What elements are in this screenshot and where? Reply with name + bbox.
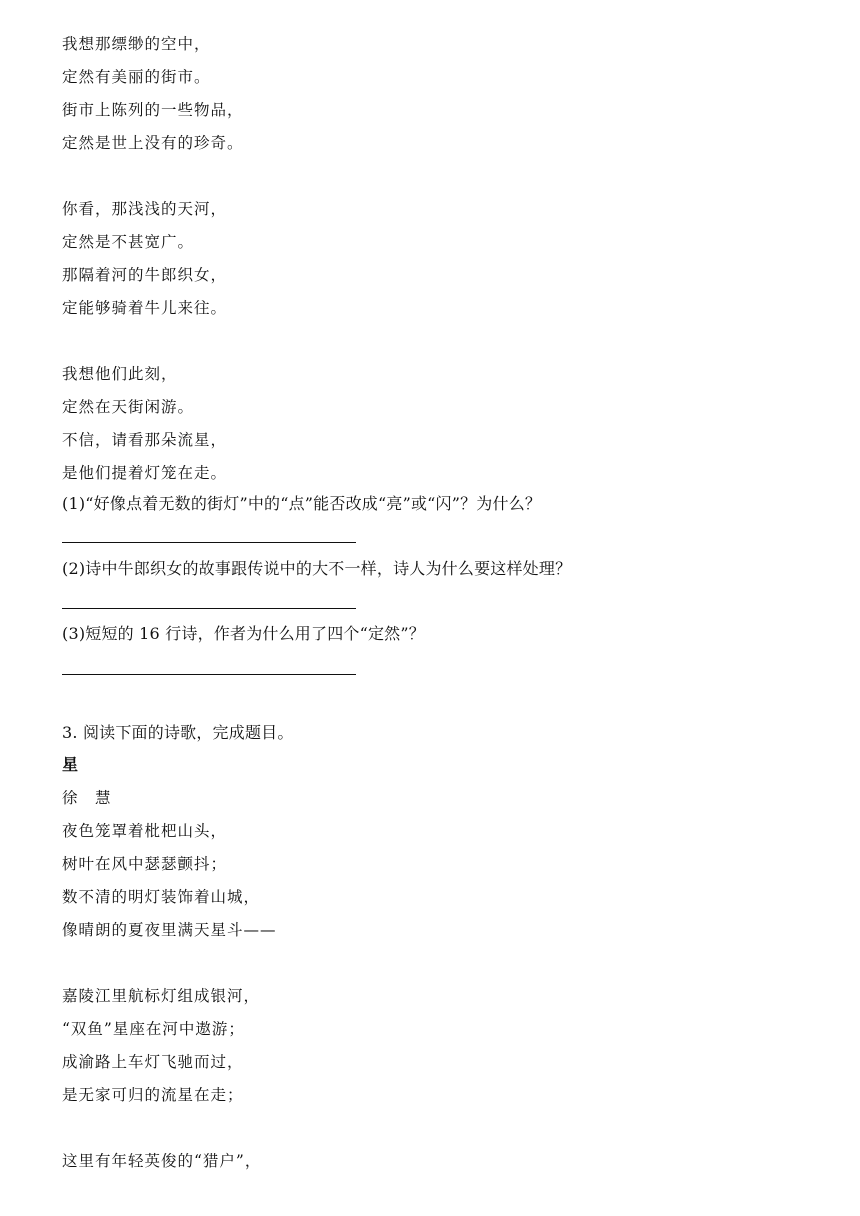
poem-line: 是他们提着灯笼在走。 [62, 464, 228, 482]
question-1: (1)“好像点着无数的街灯”中的“点”能否改成“亮”或“闪”？为什么？ [62, 494, 542, 513]
poem-line: 像晴朗的夏夜里满天星斗—— [62, 921, 277, 939]
poem-line: 夜色笼罩着枇杷山头， [62, 822, 228, 840]
poem-title: 星 [62, 755, 80, 774]
poem-line: 定能够骑着牛儿来往。 [62, 299, 228, 317]
poem-line: 定然是不甚宽广。 [62, 233, 195, 251]
section-instruction: 3. 阅读下面的诗歌，完成题目。 [62, 723, 294, 742]
poem-line: 这里有年轻英俊的“猎户”， [62, 1152, 262, 1170]
question-3: (3)短短的 16 行诗，作者为什么用了四个“定然”？ [62, 624, 425, 643]
poem-line: 街市上陈列的一些物品， [62, 101, 244, 119]
answer-line-1[interactable] [62, 542, 356, 543]
poem-line: 嘉陵江里航标灯组成银河， [62, 987, 261, 1005]
poem-line: 数不清的明灯装饰着山城， [62, 888, 261, 906]
poem-line: 不信，请看那朵流星， [62, 431, 228, 449]
poem-line: 定然有美丽的街市。 [62, 68, 211, 86]
answer-line-2[interactable] [62, 608, 356, 609]
poem-line: 定然是世上没有的珍奇。 [62, 134, 244, 152]
poem-line: 定然在天街闲游。 [62, 398, 195, 416]
question-2: (2)诗中牛郎织女的故事跟传说中的大不一样，诗人为什么要这样处理？ [62, 559, 572, 578]
poem-line: 我想那缥缈的空中， [62, 35, 211, 53]
poem-line: 树叶在风中瑟瑟颤抖； [62, 855, 228, 873]
poem-author: 徐 慧 [62, 789, 112, 807]
poem-line: 那隔着河的牛郎织女， [62, 266, 228, 284]
poem-line: 成渝路上车灯飞驰而过， [62, 1053, 244, 1071]
poem-line: 我想他们此刻， [62, 365, 178, 383]
poem-line: 你看，那浅浅的天河， [62, 200, 228, 218]
answer-line-3[interactable] [62, 674, 356, 675]
poem-line: 是无家可归的流星在走； [62, 1086, 244, 1104]
poem-line: “双鱼”星座在河中遨游； [62, 1020, 245, 1038]
